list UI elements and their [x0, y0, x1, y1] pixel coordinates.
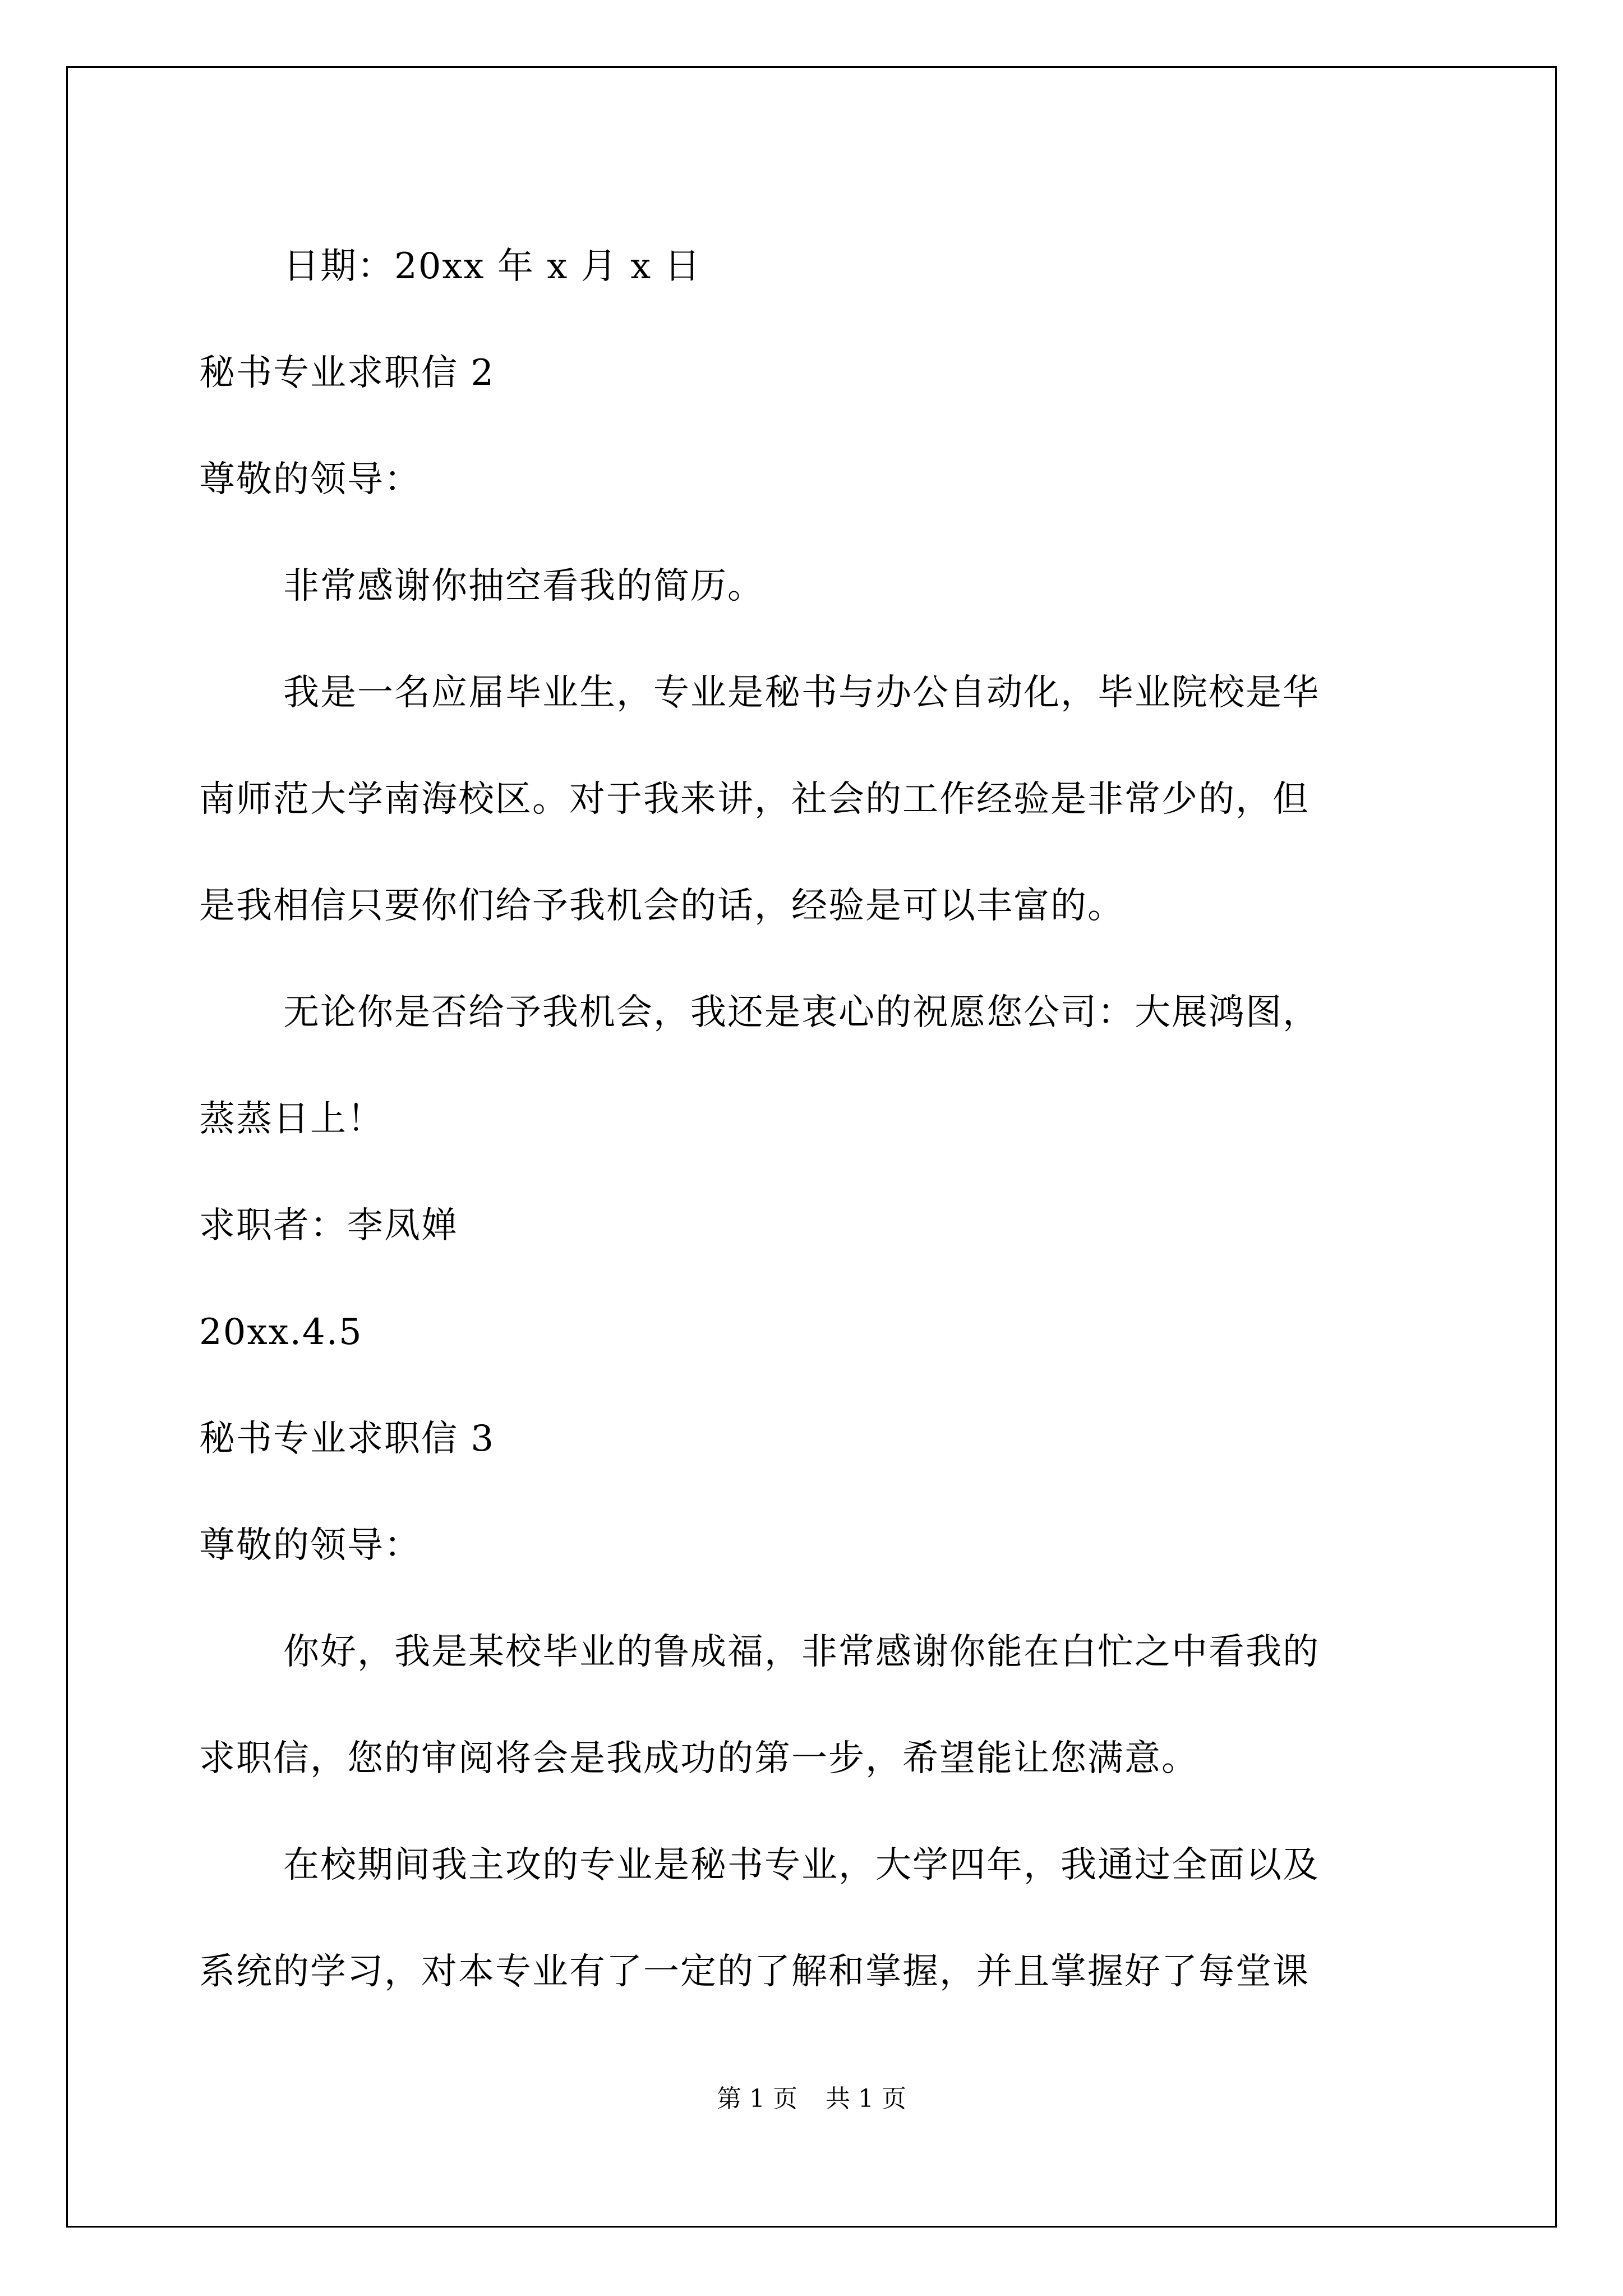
- letter2-paragraph-2-line-2: 南师范大学南海校区。对于我来讲，社会的工作经验是非常少的，但: [199, 779, 1310, 820]
- letter2-signature: 求职者：李凤婵: [199, 1205, 458, 1246]
- letter3-paragraph-1-line-1: 你好，我是某校毕业的鲁成福，非常感谢你能在白忙之中看我的: [283, 1631, 1320, 1673]
- page-footer: [0, 2082, 1623, 2116]
- letter3-paragraph-2-line-1: 在校期间我主攻的专业是秘书专业，大学四年，我通过全面以及: [283, 1844, 1320, 1886]
- page-number-total: 共 1 页: [826, 2085, 906, 2113]
- letter2-salutation: 尊敬的领导：: [199, 459, 421, 500]
- document-body: [199, 213, 1433, 2025]
- letter2-paragraph-2-line-3: 是我相信只要你们给予我机会的话，经验是可以丰富的。: [199, 885, 1124, 927]
- letter2-paragraph-2-line-1: 我是一名应届毕业生，专业是秘书与办公自动化，毕业院校是华: [283, 672, 1320, 714]
- letter3-paragraph-2-line-2: 系统的学习，对本专业有了一定的了解和掌握，并且掌握好了每堂课: [199, 1951, 1310, 1993]
- letter3-title: 秘书专业求职信 3: [199, 1418, 495, 1460]
- page-number-current: 第 1 页: [717, 2085, 797, 2113]
- letter2-paragraph-3-line-1: 无论你是否给予我机会，我还是衷心的祝愿您公司：大展鸿图，: [283, 992, 1320, 1033]
- letter3-salutation: 尊敬的领导：: [199, 1525, 421, 1566]
- letter2-paragraph-3-line-2: 蒸蒸日上！: [199, 1098, 384, 1140]
- date-line: 日期：20xx 年 x 月 x 日: [283, 246, 702, 287]
- letter2-title: 秘书专业求职信 2: [199, 352, 495, 394]
- letter2-sign-date: 20xx.4.5: [199, 1312, 363, 1353]
- letter3-paragraph-1-line-2: 求职信，您的审阅将会是我成功的第一步，希望能让您满意。: [199, 1738, 1198, 1779]
- letter2-paragraph-1: 非常感谢你抽空看我的简历。: [283, 565, 764, 607]
